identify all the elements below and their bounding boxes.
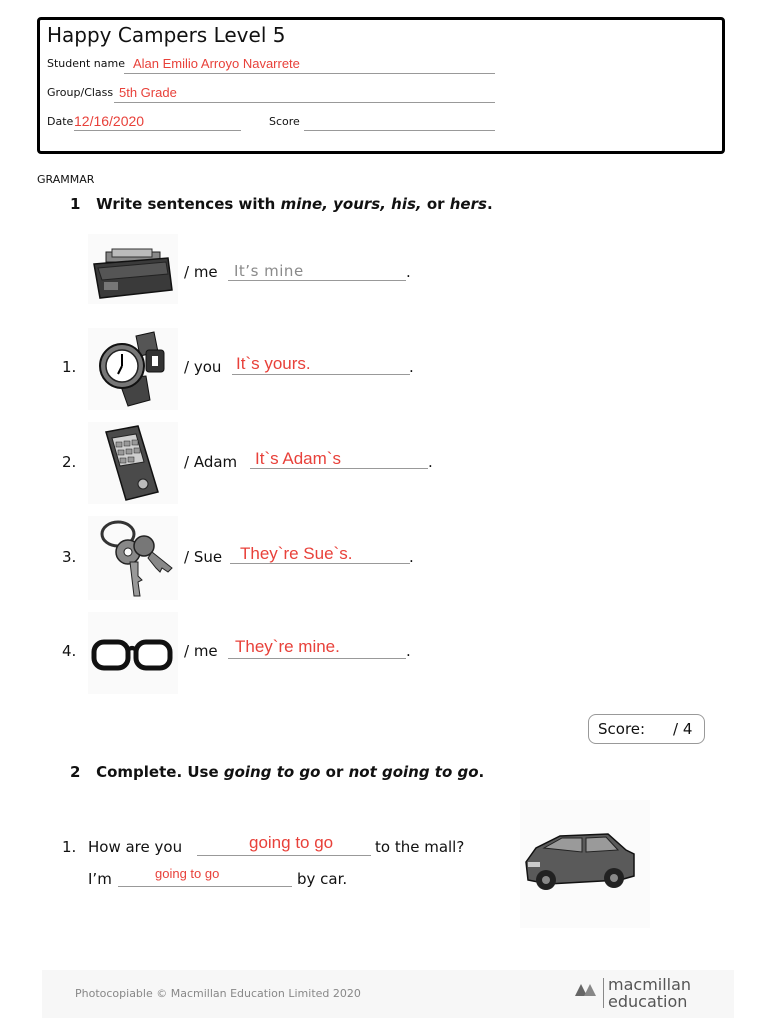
date-field[interactable]: 12/16/2020 bbox=[74, 113, 145, 129]
exercise-2-title bbox=[70, 763, 484, 781]
example-answer-line bbox=[228, 280, 406, 281]
ex2-item-1-number: 1. bbox=[62, 838, 77, 856]
exercise-1-score-box bbox=[588, 714, 705, 744]
exercise-number: 1 bbox=[70, 195, 81, 213]
example-end: . bbox=[406, 263, 411, 281]
instruction-end: . bbox=[486, 195, 493, 213]
group-line bbox=[114, 102, 495, 103]
exercise-2-end: . bbox=[478, 763, 485, 781]
item-4-end: . bbox=[406, 642, 411, 660]
ex2-line1-answer[interactable]: going to go bbox=[249, 833, 334, 852]
macmillan-logo-icon bbox=[574, 978, 600, 998]
item-1-answer[interactable]: It`s yours. bbox=[236, 354, 311, 373]
item-1-end: . bbox=[409, 358, 414, 376]
score-box-label: Score: bbox=[598, 720, 646, 738]
instruction-words: mine, yours, his, bbox=[280, 195, 422, 213]
item-2-answer[interactable]: It`s Adam`s bbox=[255, 449, 341, 468]
group-field[interactable]: 5th Grade bbox=[119, 85, 177, 100]
watch-icon bbox=[88, 328, 178, 410]
ex2-line2-end: by car. bbox=[297, 870, 348, 888]
item-1-answer-line bbox=[232, 374, 410, 375]
item-4-prompt: / me bbox=[184, 642, 218, 660]
item-4-answer-line bbox=[228, 658, 406, 659]
student-name-label: Student name bbox=[47, 57, 125, 70]
glasses-icon bbox=[88, 612, 178, 694]
ex2-line1-end: to the mall? bbox=[375, 838, 465, 856]
student-name-line bbox=[124, 73, 495, 74]
ex2-line2-start: I’m bbox=[88, 870, 112, 888]
ex2-line1-start: How are you bbox=[88, 838, 183, 856]
ex2-line2-answer-line bbox=[118, 886, 292, 887]
group-label: Group/Class bbox=[47, 86, 114, 99]
student-name-field[interactable]: Alan Emilio Arroyo Navarrete bbox=[133, 56, 300, 71]
exercise-2-instruction: Complete. Use bbox=[96, 763, 224, 781]
logo-divider bbox=[603, 978, 604, 1008]
wallet-image bbox=[88, 234, 178, 304]
exercise-2-or: or bbox=[320, 763, 349, 781]
item-3-number: 3. bbox=[62, 548, 77, 566]
item-4-number: 4. bbox=[62, 642, 77, 660]
date-label: Date bbox=[47, 115, 74, 128]
item-2-prompt: / Adam bbox=[184, 453, 238, 471]
ex2-line2-answer[interactable]: going to go bbox=[155, 866, 220, 881]
exercise-2-number: 2 bbox=[70, 763, 81, 781]
ex2-line1-answer-line bbox=[197, 855, 371, 856]
phone-icon bbox=[88, 422, 178, 504]
score-box-total: / 4 bbox=[673, 720, 693, 738]
item-3-answer[interactable]: They`re Sue`s. bbox=[240, 544, 353, 563]
option-a: going to go bbox=[223, 763, 321, 781]
car-icon bbox=[520, 800, 650, 928]
item-2-end: . bbox=[428, 453, 433, 471]
instruction-or: or bbox=[421, 195, 450, 213]
worksheet-title: Happy Campers Level 5 bbox=[47, 23, 286, 47]
option-b: not going to go bbox=[348, 763, 479, 781]
example-answer: It’s mine bbox=[234, 262, 304, 280]
item-1-number: 1. bbox=[62, 358, 77, 376]
item-3-end: . bbox=[409, 548, 414, 566]
copyright-text: Photocopiable © Macmillan Education Limited 2020 bbox=[75, 987, 361, 1000]
score-line bbox=[304, 130, 495, 131]
logo-line-2: education bbox=[608, 992, 688, 1011]
score-label: Score bbox=[269, 115, 300, 128]
item-2-number: 2. bbox=[62, 453, 77, 471]
instruction-text: Write sentences with bbox=[96, 195, 281, 213]
logo-line-1: macmillan bbox=[608, 975, 692, 994]
item-4-answer[interactable]: They`re mine. bbox=[235, 637, 340, 656]
exercise-1-title bbox=[70, 195, 493, 213]
date-line bbox=[74, 130, 241, 131]
item-1-prompt: / you bbox=[184, 358, 222, 376]
example-prompt: / me bbox=[184, 263, 218, 281]
item-3-prompt: / Sue bbox=[184, 548, 223, 566]
section-label: GRAMMAR bbox=[37, 173, 95, 186]
macmillan-logo-text bbox=[608, 976, 691, 1010]
keys-icon bbox=[88, 516, 178, 600]
instruction-last: hers bbox=[449, 195, 487, 213]
